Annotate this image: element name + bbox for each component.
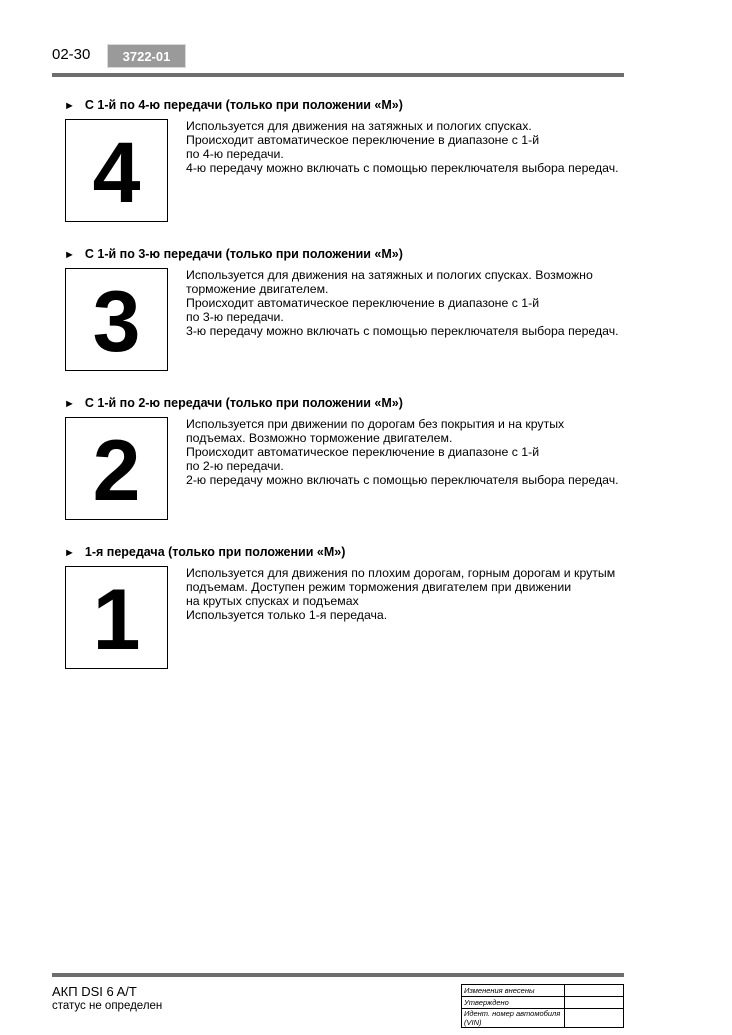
table-label: Изменения внесены bbox=[462, 985, 565, 997]
table-row bbox=[462, 997, 624, 1009]
section-description bbox=[186, 119, 636, 175]
gear-number-box bbox=[65, 268, 168, 371]
table-label: Идент. номер автомобиля (VIN) bbox=[462, 1009, 565, 1028]
description-line: подъемах. Возможно торможение двигателем. bbox=[186, 431, 453, 445]
section-heading bbox=[64, 247, 403, 261]
pointer-arrow-icon: ► bbox=[64, 249, 75, 261]
footer-status: статус не определен bbox=[52, 1000, 163, 1012]
footer-title: АКП DSI 6 A/T bbox=[52, 984, 137, 999]
section-heading-text: С 1-й по 4-ю передачи (только при положении «M») bbox=[84, 98, 403, 112]
description-line: по 2-ю передачи. bbox=[186, 459, 284, 473]
gear-number: 1 bbox=[92, 571, 141, 668]
description-line: по 4-ю передачи. bbox=[186, 147, 284, 161]
section-heading bbox=[64, 396, 403, 410]
table-value-cell bbox=[565, 1009, 624, 1028]
description-line: Происходит автоматическое переключение в диапазоне с 1-й bbox=[186, 445, 540, 459]
table-row bbox=[462, 1009, 624, 1028]
description-line: 4-ю передачу можно включать с помощью переключателя выбора передач. bbox=[186, 161, 619, 175]
pointer-arrow-icon: ► bbox=[64, 398, 75, 410]
section-heading-text: 1-я передача (только при положении «M») bbox=[84, 545, 346, 559]
description-line: Происходит автоматическое переключение в диапазоне с 1-й bbox=[186, 296, 540, 310]
description-line: Используется только 1-я передача. bbox=[186, 608, 388, 622]
table-value-cell bbox=[565, 985, 624, 997]
table-label: Утверждено bbox=[462, 997, 565, 1009]
section-description bbox=[186, 268, 636, 338]
pointer-arrow-icon: ► bbox=[64, 100, 75, 112]
section-heading bbox=[64, 545, 345, 559]
gear-number-box bbox=[65, 417, 168, 520]
description-line: 3-ю передачу можно включать с помощью переключателя выбора передач. bbox=[186, 324, 619, 338]
description-line: Происходит автоматическое переключение в диапазоне с 1-й bbox=[186, 133, 540, 147]
table-row bbox=[462, 985, 624, 997]
footer-rule bbox=[52, 973, 624, 977]
description-line: Используется для движения на затяжных и пологих спусках. Возможно bbox=[186, 268, 593, 282]
description-line: 2-ю передачу можно включать с помощью переключателя выбора передач. bbox=[186, 473, 619, 487]
gear-number: 3 bbox=[92, 273, 141, 370]
pointer-arrow-icon: ► bbox=[64, 547, 75, 559]
description-line: торможение двигателем. bbox=[186, 282, 329, 296]
description-line: Используется при движении по дорогам без покрытия и на крутых bbox=[186, 417, 565, 431]
description-line: Используется для движения по плохим дорогам, горным дорогам и крутым bbox=[186, 566, 616, 580]
doc-code-tab: 3722-01 bbox=[107, 44, 186, 68]
description-line: Используется для движения на затяжных и пологих спусках. bbox=[186, 119, 532, 133]
section-description bbox=[186, 566, 636, 622]
gear-number-box bbox=[65, 566, 168, 669]
gear-number-box bbox=[65, 119, 168, 222]
gear-number: 4 bbox=[92, 124, 141, 221]
gear-number: 2 bbox=[92, 422, 141, 519]
section-description bbox=[186, 417, 636, 487]
table-value-cell bbox=[565, 997, 624, 1009]
section-heading-text: С 1-й по 3-ю передачи (только при положении «M») bbox=[84, 247, 403, 261]
header-rule bbox=[52, 73, 624, 77]
description-line: по 3-ю передачи. bbox=[186, 310, 284, 324]
page-number: 02-30 bbox=[52, 46, 91, 63]
description-line: подъемам. Доступен режим торможения двигателем при движении bbox=[186, 580, 572, 594]
footer-info bbox=[52, 985, 162, 1013]
description-line: на крутых спусках и подъемах bbox=[186, 594, 359, 608]
section-heading bbox=[64, 98, 403, 112]
section-heading-text: С 1-й по 2-ю передачи (только при положении «M») bbox=[84, 396, 403, 410]
approval-table bbox=[461, 984, 624, 1028]
